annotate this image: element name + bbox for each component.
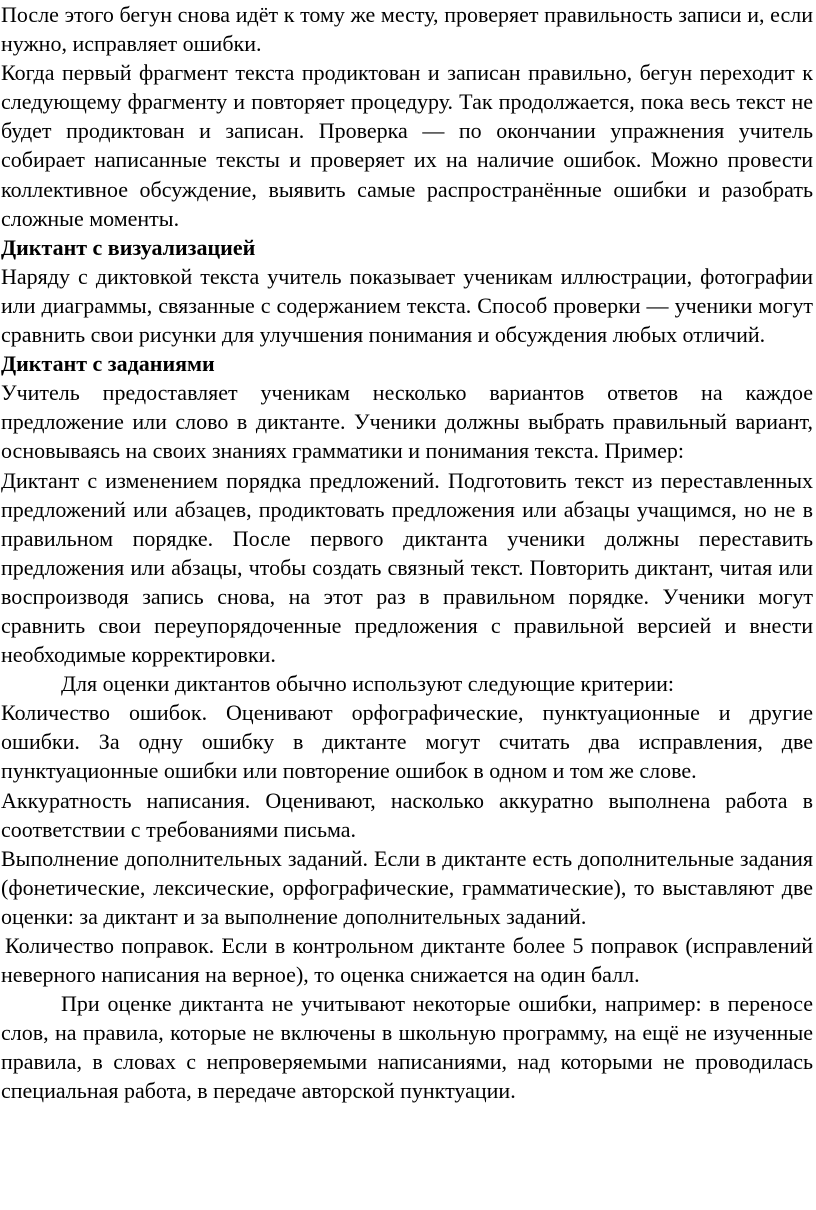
paragraph-runner-next-fragment: Когда первый фрагмент текста продиктован и записан правильно, бегун переходит к следующему фрагменту и повторяет процедуру. Так продолжается, пока весь текст не будет продиктован и записан. Проверка — по окончании упражнения учитель собирает написанные тексты и проверяет их на наличие ошибок. Можно провести коллективное обсуждение, выявить самые распространённые ошибки и разобрать сложные моменты. [1,60,813,231]
heading-visual-dictation: Диктант с визуализацией [1,234,256,260]
paragraph-runner-check: После этого бегун снова идёт к тому же месту, проверяет правильность записи и, если нужно, исправляет ошибки. [1,2,813,57]
paragraph-criteria-corrections: Количество поправок. Если в контрольном диктанте более 5 поправок (исправлений неверного написания на верное), то оценка снижается на один балл. [1,933,813,988]
heading-task-dictation: Диктант с заданиями [1,351,215,377]
paragraph-reorder-dictation: Диктант с изменением порядка предложений. Подготовить текст из переставленных предложений или абзацев, продиктовать предложения или абзацы учащимся, но не в правильном порядке. После первого диктанта ученики должны переставить предложения или абзацы, чтобы создать связный текст. Повторить диктант, читая или воспроизводя запись снова, на этот раз в правильном порядке. Ученики могут сравнить свои переупорядоченные предложения с правильной версией и внести необходимые корректировки. [1,467,813,668]
paragraph-visual-dictation: Наряду с диктовкой текста учитель показывает ученикам иллюстрации, фотографии или диаграммы, связанные с содержанием текста. Способ проверки — ученики могут сравнить свои рисунки для улучшения понимания и обсуждения любых отличий. [1,263,813,348]
paragraph-criteria-errors: Количество ошибок. Оценивают орфографические, пунктуационные и другие ошибки. За одну ошибку в диктанте могут считать два исправления, две пунктуационные ошибки или повторение ошибок в одном и том же слове. [1,700,813,784]
paragraph-ignored-errors: При оценке диктанта не учитывают некоторые ошибки, например: в переносе слов, на правила, которые не включены в школьную программу, на ещё не изученные правила, в словах с непроверяемыми написаниями, над которыми не проводилась специальная работа, в передаче авторской пунктуации. [1,991,813,1104]
paragraph-criteria-extra-tasks: Выполнение дополнительных заданий. Если в диктанте есть дополнительные задания (фонетические, лексические, орфографические, грамматические), то выставляют две оценки: за диктант и за выполнение дополнительных заданий. [1,845,813,929]
paragraph-criteria-neatness: Аккуратность написания. Оценивают, насколько аккуратно выполнена работа в соответствии с требованиями письма. [1,787,813,842]
paragraph-task-dictation: Учитель предоставляет ученикам несколько вариантов ответов на каждое предложение или слово в диктанте. Ученики должны выбрать правильный вариант, основываясь на своих знаниях грамматики и понимания текста. Пример: [1,380,813,464]
paragraph-criteria-intro: Для оценки диктантов обычно используют следующие критерии: [61,671,675,697]
